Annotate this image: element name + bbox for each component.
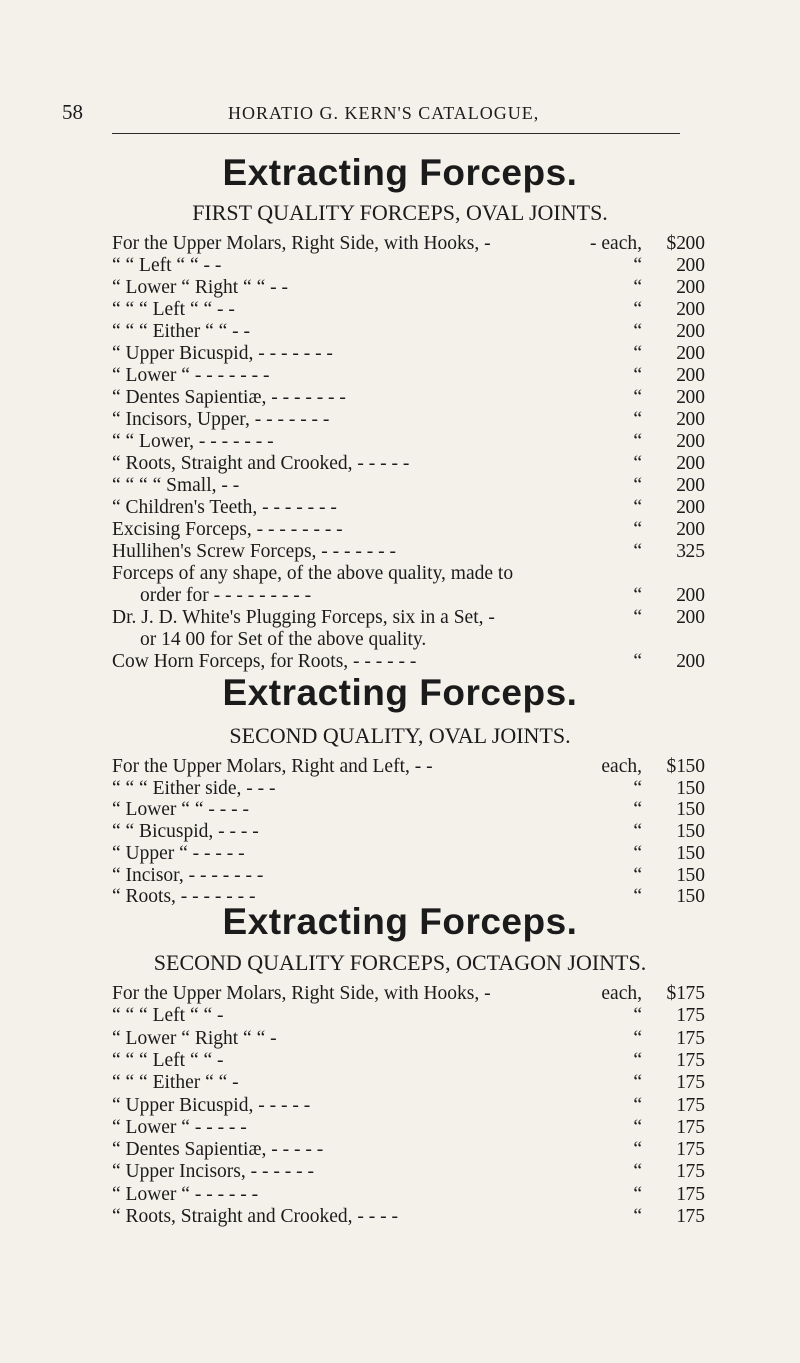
item-description: For the Upper Molars, Right and Left, - - (112, 756, 433, 777)
unit-label: “ (633, 541, 642, 562)
item-description: “ Lower “ - - - - - - - (112, 365, 270, 386)
price-row (0, 756, 800, 780)
item-description: Cow Horn Forceps, for Roots, - - - - - - (112, 651, 417, 672)
unit-label: “ (633, 1005, 642, 1027)
item-description: “ “ Left “ “ - - (112, 255, 222, 276)
item-description: “ Upper Incisors, - - - - - - (112, 1161, 314, 1183)
price-dollars: 1 (676, 821, 686, 843)
price-row (0, 1050, 800, 1074)
section-title: Extracting Forceps. (222, 672, 578, 713)
unit-label: “ (633, 821, 642, 843)
price-row (0, 1139, 800, 1163)
price-dollars: 2 (676, 365, 686, 386)
price-row (0, 343, 800, 367)
header-rule (112, 133, 680, 134)
price-row (0, 585, 800, 609)
price-dollars: 1 (676, 1206, 686, 1227)
price-dollars: 1 (676, 1183, 686, 1205)
price-dollars: 1 (676, 1139, 686, 1161)
price-dollars: 2 (676, 651, 686, 672)
price-row (0, 799, 800, 823)
price-cents: 75 (685, 983, 705, 1004)
price-cents: 25 (685, 541, 705, 562)
price-row (0, 778, 800, 802)
unit-label: “ (633, 475, 642, 496)
unit-label: “ (633, 886, 642, 908)
price-cents: 50 (685, 756, 705, 777)
section-subtitle: FIRST QUALITY FORCEPS, OVAL JOINTS. (192, 200, 608, 225)
item-description: “ Children's Teeth, - - - - - - - (112, 497, 337, 518)
price-row (0, 563, 800, 587)
unit-label: “ (633, 255, 642, 276)
price-dollars: 1 (676, 799, 686, 821)
unit-label: “ (633, 1139, 642, 1161)
item-description: “ Incisor, - - - - - - - (112, 864, 264, 886)
item-description: “ Upper “ - - - - - (112, 842, 245, 864)
price-cents: 75 (685, 1116, 705, 1138)
price-dollars: 1 (676, 842, 686, 864)
price-dollars: 2 (676, 585, 686, 606)
unit-label: “ (633, 1183, 642, 1205)
price-cents: 75 (685, 1072, 705, 1094)
price-cents: 75 (685, 1049, 705, 1071)
item-description: “ Roots, - - - - - - - (112, 886, 256, 908)
price-cents: 00 (685, 651, 705, 672)
price-row (0, 431, 800, 455)
page-number: 58 (62, 100, 83, 124)
section-title: Extracting Forceps. (222, 152, 578, 193)
item-description: “ Upper Bicuspid, - - - - - - - (112, 343, 333, 364)
unit-label: “ (633, 777, 642, 799)
price-row (0, 365, 800, 389)
section-title: Extracting Forceps. (222, 901, 578, 942)
price-cents: 00 (685, 255, 705, 276)
price-dollars: 2 (676, 475, 686, 496)
price-cents: 50 (685, 842, 705, 864)
price-cents: 00 (685, 607, 705, 628)
item-description: “ Roots, Straight and Crooked, - - - - (112, 1206, 398, 1227)
unit-label: “ (633, 1206, 642, 1227)
price-dollars: 2 (676, 387, 686, 408)
price-dollars: 2 (676, 431, 686, 452)
unit-label: “ (633, 343, 642, 364)
price-cents: 00 (685, 299, 705, 320)
price-dollars: $1 (666, 983, 686, 1004)
price-dollars: $2 (666, 233, 686, 254)
unit-label: “ (633, 1161, 642, 1183)
price-row (0, 541, 800, 565)
unit-label: “ (633, 497, 642, 518)
price-row (0, 1005, 800, 1029)
price-dollars: 1 (676, 1116, 686, 1138)
item-description: “ Lower “ - - - - - (112, 1116, 247, 1138)
price-dollars: 3 (676, 541, 686, 562)
item-description: “ Roots, Straight and Crooked, - - - - - (112, 453, 410, 474)
section-subtitle: SECOND QUALITY, OVAL JOINTS. (229, 723, 571, 748)
item-description: “ “ Lower, - - - - - - - (112, 431, 274, 452)
price-row (0, 233, 800, 257)
item-description: Forceps of any shape, of the above quality, made to (112, 563, 514, 584)
price-dollars: 1 (676, 864, 686, 886)
price-row (0, 843, 800, 867)
item-description: “ Dentes Sapientiæ, - - - - - (112, 1139, 324, 1161)
unit-label: “ (633, 799, 642, 821)
price-cents: 00 (685, 475, 705, 496)
item-description: or 14 00 for Set of the above quality. (140, 629, 427, 650)
price-cents: 75 (685, 1161, 705, 1183)
price-cents: 00 (685, 277, 705, 298)
price-dollars: 2 (676, 519, 686, 540)
price-dollars: 1 (676, 1094, 686, 1116)
price-row (0, 299, 800, 323)
price-cents: 50 (685, 821, 705, 843)
unit-label: “ (633, 277, 642, 298)
price-row (0, 519, 800, 543)
item-description: “ Lower “ Right “ “ - - (112, 277, 288, 298)
item-description: “ Incisors, Upper, - - - - - - - (112, 409, 330, 430)
unit-label: - each, (590, 233, 642, 254)
item-description: “ Lower “ Right “ “ - (112, 1027, 277, 1049)
unit-label: “ (633, 453, 642, 474)
price-row (0, 387, 800, 411)
item-description: “ “ “ Left “ “ - (112, 1049, 224, 1071)
unit-label: “ (633, 519, 642, 540)
item-description: For the Upper Molars, Right Side, with Hooks, - (112, 233, 491, 254)
item-description: “ “ “ Either side, - - - (112, 777, 276, 799)
price-cents: 75 (685, 1005, 705, 1027)
unit-label: “ (633, 431, 642, 452)
price-row (0, 821, 800, 845)
price-cents: 75 (685, 1094, 705, 1116)
price-cents: 00 (685, 585, 705, 606)
item-description: “ Dentes Sapientiæ, - - - - - - - (112, 387, 346, 408)
unit-label: “ (633, 409, 642, 430)
item-description: order for - - - - - - - - - (140, 585, 312, 606)
price-dollars: 1 (676, 1049, 686, 1071)
price-cents: 75 (685, 1139, 705, 1161)
price-row (0, 475, 800, 499)
price-dollars: 2 (676, 409, 686, 430)
price-dollars: 1 (676, 1005, 686, 1027)
price-cents: 75 (685, 1027, 705, 1049)
item-description: “ Upper Bicuspid, - - - - - (112, 1094, 311, 1116)
unit-label: “ (633, 1027, 642, 1049)
price-cents: 75 (685, 1206, 705, 1227)
price-dollars: 2 (676, 607, 686, 628)
unit-label: “ (633, 651, 642, 672)
price-cents: 00 (685, 321, 705, 342)
price-row (0, 1206, 800, 1230)
unit-label: “ (633, 387, 642, 408)
price-row (0, 1184, 800, 1208)
price-dollars: 1 (676, 886, 686, 908)
price-row (0, 497, 800, 521)
price-row (0, 983, 800, 1007)
price-row (0, 629, 800, 653)
item-description: For the Upper Molars, Right Side, with Hooks, - (112, 983, 491, 1004)
unit-label: “ (633, 299, 642, 320)
unit-label: “ (633, 321, 642, 342)
unit-label: “ (633, 607, 642, 628)
unit-label: each, (601, 756, 642, 777)
item-description: Dr. J. D. White's Plugging Forceps, six in a Set, - (112, 607, 495, 628)
item-description: “ “ “ “ Small, - - (112, 475, 240, 496)
section-subtitle: SECOND QUALITY FORCEPS, OCTAGON JOINTS. (153, 950, 647, 975)
price-row (0, 607, 800, 631)
price-row (0, 409, 800, 433)
price-cents: 00 (685, 387, 705, 408)
item-description: “ “ Bicuspid, - - - - (112, 821, 259, 843)
price-cents: 50 (685, 799, 705, 821)
price-cents: 50 (685, 777, 705, 799)
price-cents: 00 (685, 343, 705, 364)
price-dollars: 1 (676, 1161, 686, 1183)
unit-label: “ (633, 1094, 642, 1116)
unit-label: each, (601, 983, 642, 1004)
price-row (0, 1117, 800, 1141)
unit-label: “ (633, 1049, 642, 1071)
price-row (0, 865, 800, 889)
price-dollars: 2 (676, 343, 686, 364)
price-cents: 00 (685, 365, 705, 386)
price-dollars: 2 (676, 299, 686, 320)
price-dollars: 2 (676, 497, 686, 518)
item-description: “ Lower “ - - - - - - (112, 1183, 259, 1205)
price-row (0, 453, 800, 477)
price-row (0, 1072, 800, 1096)
price-row (0, 255, 800, 279)
price-dollars: 2 (676, 453, 686, 474)
item-description: Hullihen's Screw Forceps, - - - - - - - (112, 541, 397, 562)
item-description: “ “ “ Either “ “ - (112, 1072, 239, 1094)
unit-label: “ (633, 365, 642, 386)
price-dollars: 1 (676, 1027, 686, 1049)
price-dollars: 2 (676, 321, 686, 342)
price-row (0, 1028, 800, 1052)
price-cents: 00 (685, 453, 705, 474)
price-dollars: 2 (676, 277, 686, 298)
item-description: “ Lower “ “ - - - - (112, 799, 249, 821)
price-cents: 00 (685, 497, 705, 518)
item-description: “ “ “ Left “ “ - - (112, 299, 235, 320)
unit-label: “ (633, 842, 642, 864)
price-cents: 00 (685, 233, 705, 254)
unit-label: “ (633, 864, 642, 886)
item-description: Excising Forceps, - - - - - - - - (112, 519, 343, 540)
price-row (0, 321, 800, 345)
price-cents: 00 (685, 519, 705, 540)
price-row (0, 277, 800, 301)
price-cents: 50 (685, 864, 705, 886)
price-cents: 75 (685, 1183, 705, 1205)
unit-label: “ (633, 1116, 642, 1138)
price-cents: 00 (685, 431, 705, 452)
price-row (0, 1095, 800, 1119)
price-dollars: 1 (676, 1072, 686, 1094)
item-description: “ “ “ Left “ “ - (112, 1005, 224, 1027)
price-dollars: 1 (676, 777, 686, 799)
price-row (0, 1161, 800, 1185)
price-cents: 50 (685, 886, 705, 908)
price-dollars: 2 (676, 255, 686, 276)
unit-label: “ (633, 585, 642, 606)
unit-label: “ (633, 1072, 642, 1094)
running-head: HORATIO G. KERN'S CATALOGUE, (228, 103, 540, 123)
price-cents: 00 (685, 409, 705, 430)
item-description: “ “ “ Either “ “ - - (112, 321, 251, 342)
price-dollars: $1 (666, 756, 686, 777)
